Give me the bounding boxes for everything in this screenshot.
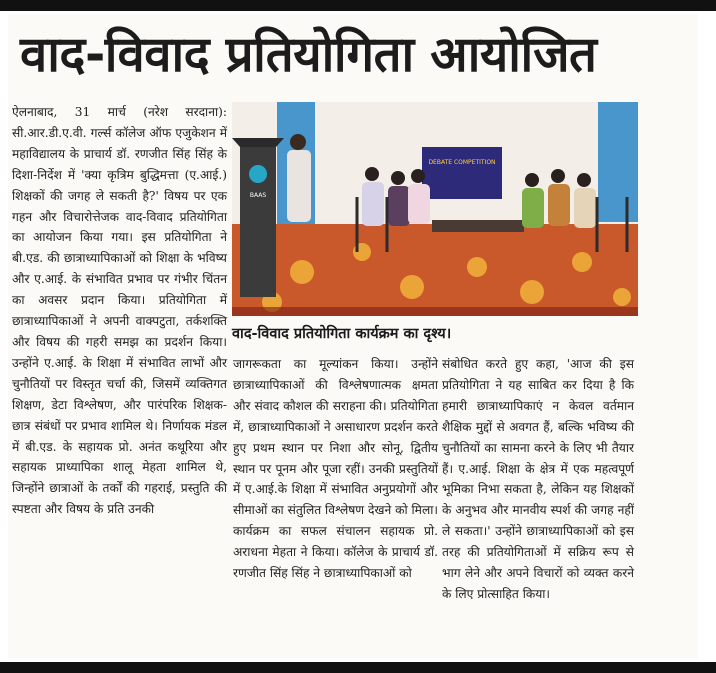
top-border xyxy=(0,0,716,11)
participants-left xyxy=(362,167,430,226)
event-photo xyxy=(232,102,638,316)
article-column-middle xyxy=(233,354,438,584)
event-photo-illustration xyxy=(232,102,638,316)
paragraph-middle: जागरूकता का मूल्यांकन किया। उन्होंने छात्राध्यापिकाओं की विश्लेषणात्मक क्षमता और संवाद कौशल की सराहना की। प्रतियोगिता में, छात्राध्यापिकाओं ने असाधारण प्रदर्शन करते हुए प्रथम स्थान पर निशा और सोनू, द्वितीय स्थान पर पूनम और पूजा रहीं। उनकी प्रस्तुतियों में ए.आई.के शिक्षा में संभावित अनुप्रयोगों और सीमाओं का संतुलित विश्लेषण देखने को मिला। कार्यक्रम का सफल संचालन सहायक प्रो. अराधना मेहता ने किया। कॉलेज के प्राचार्य डॉ. रणजीत सिंह सिंह ने छात्राध्यापिकाओं को xyxy=(233,357,438,581)
debate-banner xyxy=(422,147,502,199)
photo-caption: वाद-विवाद प्रतियोगिता कार्यक्रम का दृश्य। xyxy=(232,326,452,342)
banner-text: DEBATE COMPETITION xyxy=(428,159,496,166)
center-table xyxy=(432,220,524,232)
article-column-left xyxy=(12,102,227,520)
headline: वाद-विवाद प्रतियोगिता आयोजित xyxy=(20,26,597,83)
right-margin xyxy=(698,14,716,662)
article-column-right xyxy=(442,354,634,605)
newspaper-clipping xyxy=(8,14,704,658)
lectern-text: BAAS xyxy=(249,192,267,199)
paragraph-right: संबोधित करते हुए कहा, 'आज की इस प्रतियोगिता ने यह साबित कर दिया है कि हमारी छात्राध्यापिकाएं न केवल वर्तमान शैक्षिक मुद्दों से अवगत हैं, बल्कि भविष्य की चुनौतियों का सामना करने के लिए भी तैयार हैं। ए.आई. शिक्षा के क्षेत्र में एक महत्वपूर्ण भूमिका निभा सकता है, लेकिन यह शिक्षकों के अनुभव और मानवीय स्पर्श की जगह नहीं ले सकता।' उन्होंने छात्राध्यापिकाओं को इस तरह की प्रतियोगिताओं में सक्रिय रूप से भाग लेने और अपने विचारों को व्यक्त करने के लिए प्रोत्साहित किया। xyxy=(442,357,634,601)
right-curtain xyxy=(598,102,638,222)
paragraph-left: ऐलनाबाद, 31 मार्च (नरेश सरदाना): सी.आर.डी.ए.वी. गर्ल्स कॉलेज ऑफ एजुकेशन में महाविद्यालय के प्राचार्य डॉ. रणजीत सिंह सिंह के दिशा-निर्देश में 'क्या कृत्रिम बुद्धिमत्ता (ए.आई.) शिक्षकों की जगह ले सकती है?' विषय पर एक गहन और विचारोत्तेजक वाद-विवाद प्रतियोगिता का आयोजन किया गया। इस प्रतियोगिता ने बी.एड. की छात्राध्यापिकाओं को शिक्षा के भविष्य और ए.आई. के संभावित प्रभाव पर गंभीर चिंतन का अवसर प्रदान किया। प्रतियोगिता में छात्राध्यापिकाओं ने अपनी वाक्पटुता, तर्कशक्ति और विषय की गहरी समझ का प्रदर्शन किया। उन्होंने ए.आई. के शिक्षा में संभावित लाभों और चुनौतियों पर विस्तृत चर्चा की, जिसमें व्यक्तिगत शिक्षण, डेटा विश्लेषण, और पारंपरिक शिक्षक-छात्र संबंधों पर प्रभाव शामिल थे। निर्णायक मंडल में बी.एड. के सहायक प्रो. अनंत कथूरिया और सहायक प्राध्यापिका शालू मेहता शामिल थे, जिन्होंने छात्राओं के तर्कों की गहराई, प्रस्तुति की स्पष्टता और विषय के प्रति उनकी xyxy=(12,105,227,517)
participants-right xyxy=(522,169,596,228)
bottom-border xyxy=(0,662,716,673)
